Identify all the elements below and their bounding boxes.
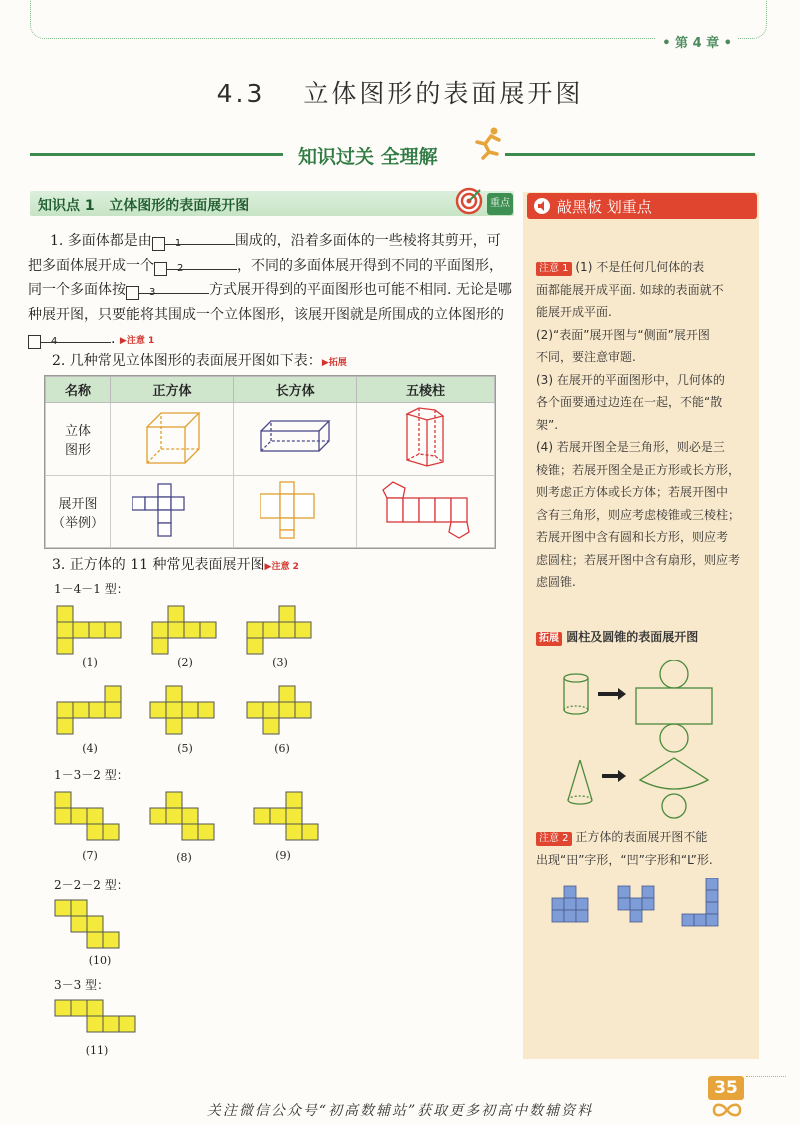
caption-4: (4) [82,742,98,755]
cube-net-3 [247,606,311,654]
caption-3: (3) [272,656,288,669]
item1-note-ref[interactable]: ▶注意 1 [119,336,155,346]
expand-tag: 拓展 [536,632,562,646]
type-33-label: 3－3 型： [54,978,110,992]
caption-11: (11) [85,1044,109,1057]
blank-number-2: 2 [154,262,167,276]
type-141-label: 1－4－1 型： [54,582,129,596]
item1-text-d: 方式展开得到的平面图形也可能不相同. 无论是哪种展开图，只要能将其围成一个立体图形，该展开图就是所围成的立体图形的 [28,282,512,323]
page-number-line [746,1076,786,1077]
caption-6: (6) [274,742,290,755]
item3-text: 3. 正方体的 11 种常见表面展开图 [52,557,265,573]
cube-net-11 [55,1000,135,1032]
item1-text-a: 1. 多面体都是由 [50,233,152,249]
caption-9: (9) [275,849,291,862]
expand-block [536,626,750,649]
invalid-nets-figure [548,878,748,928]
title-number: 4.3 [216,79,266,108]
chapter-label: • 第 4 章 • [656,32,738,51]
key-points-header [527,193,757,219]
knowledge-point-label: 知识点 1 [38,198,95,214]
blank-number-1: 1 [152,237,165,251]
caption-2: (2) [177,656,193,669]
l-shape-net [682,878,718,926]
title-text: 立体图形的表面展开图 [303,79,584,108]
table-header-name: 名称 [46,377,111,403]
expand-title: 圆柱及圆锥的表面展开图 [566,630,699,644]
type-222-label: 2－2－2 型： [54,878,129,892]
table-header-pentagonal-prism: 五棱柱 [357,377,495,403]
note1-tag: 注意 1 [536,262,572,276]
cube-net-4 [57,686,121,734]
item1-text-c: ，不同的多面体展开得到不同的平面图形，同一个多面体按 [28,257,503,298]
caption-1: (1) [82,656,98,669]
item1-text-b: 围成的，沿着多面体的一些棱将其剪开，可把多面体展开成一个 [28,233,501,274]
item2-text: 2. 几种常见立体图形的表面展开图如下表： [52,353,322,369]
cube-net-5 [150,686,214,734]
footer-text: 关注微信公众号“初高数辅站”获取更多初高中数辅资料 [206,1103,594,1119]
type-132-label: 1－3－2 型： [54,768,129,782]
note1-block: 注意 1 (1) 不是任何几何体的表 面都能展开成平面. 如球的表面就不 能展开成平面. (2)“表面”展开图与“侧面”展开图 不同，要注意审题. (3) 在展开的平面图形中，几何体的 各个面要通过边连在一起，不能“散 架”. (4) 若展开图全是三角形，则必是三 棱锥；若展开图全是正方形或长方形， 则考虑正方体或长方体；若展开图中 含有三角形，则应考虑棱锥或三棱柱； 若展开图中含有圆和长方形，则应考 虑圆柱；若展开图中含有扇形，则应考 虑圆锥. [536,260,741,589]
item2-expand-ref[interactable]: ▶拓展 [321,358,347,368]
cube-net-6 [247,686,311,734]
item1-text-e: . [111,331,116,347]
cylinder-cone-nets-figure [540,660,740,820]
blank-number-4: 4 [28,335,41,349]
cube-net-7 [55,792,119,840]
page-number: 35 [708,1076,744,1100]
key-points-title: 敲黑板 划重点 [557,198,652,216]
caption-10: (10) [88,954,112,967]
blank-number-3: 3 [126,286,139,300]
knowledge-point-title: 立体图形的表面展开图 [109,198,250,214]
row-label-net: 展开图 （举例） [46,476,111,548]
note2-tag: 注意 2 [536,832,572,846]
caption-8: (8) [176,851,192,864]
cube-net-10 [55,900,119,948]
cube-net-2 [152,606,216,654]
section-divider-right [505,153,755,156]
caption-7: (7) [82,849,98,862]
cube-net-1 [57,606,121,654]
cube-net-9 [254,792,318,840]
speaker-icon [533,197,551,215]
row-label-solid: 立体 图形 [46,403,111,476]
table-header-cuboid: 长方体 [234,377,357,403]
key-point-tag: 重点 [487,193,513,215]
item3-note-ref[interactable]: ▶注意 2 [264,562,299,572]
section-title: 知识过关 全理解 [298,146,438,168]
ao-shape-net [618,886,654,922]
table-header-cube: 正方体 [111,377,234,403]
tian-shape-net [552,886,588,922]
note2-block: 注意 2 正方体的表面展开图不能 出现“田”字形，“凹”字形和“L”形. [536,830,713,867]
cube-net-8 [150,792,214,840]
caption-5: (5) [177,742,193,755]
